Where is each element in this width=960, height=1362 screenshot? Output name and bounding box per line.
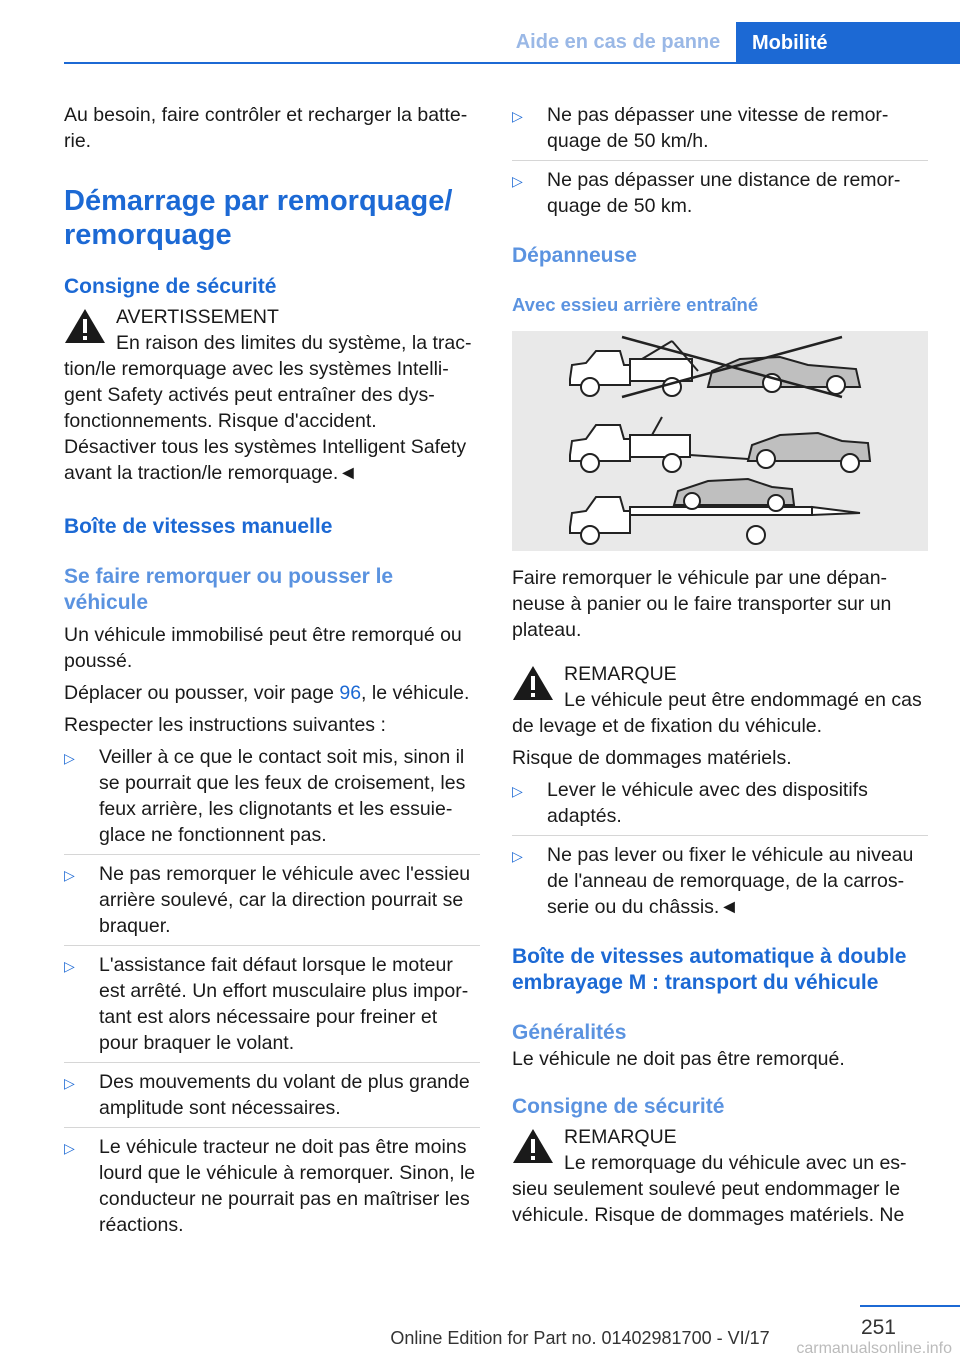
list-item: ▷ Des mouvements du volant de plus grande amplitude sont nécessaires. xyxy=(64,1062,480,1121)
auto-gearbox-heading: Boîte de vitesses automatique à double embrayage M : transport du véhicule xyxy=(512,945,907,994)
triangle-right-icon: ▷ xyxy=(64,958,75,974)
header-rule xyxy=(64,62,960,64)
list-item: ▷ L'assistance fait défaut lorsque le moteur est arrêté. Un effort musculaire plus impor-tant est alors nécessaire pour freiner et pour braquer le volant. xyxy=(64,945,480,1056)
list-item: ▷ Ne pas remorquer le véhicule avec l'essieu arrière soulevé, car la direction pourrait se braquer. xyxy=(64,854,480,939)
triangle-right-icon: ▷ xyxy=(512,783,523,799)
triangle-right-icon: ▷ xyxy=(512,173,523,189)
triangle-right-icon: ▷ xyxy=(64,867,75,883)
safety-heading-2: Consigne de sécurité xyxy=(512,1095,725,1118)
warning-label: AVERTISSEMENT xyxy=(116,306,279,328)
remarque-block-2 xyxy=(512,1124,928,1228)
triangle-right-icon: ▷ xyxy=(512,848,523,864)
remarque-label: REMARQUE xyxy=(564,663,677,685)
list-item: ▷ Ne pas dépasser une vitesse de remor-quage de 50 km/h. xyxy=(512,104,889,152)
warning-triangle-icon xyxy=(512,665,554,701)
warning-text: En raison des limites du système, la trac-tion/le remorquage avec les systèmes Intelli-gent Safety activés peut entraîner des dys-fonctionnements. Risque d'accident. xyxy=(64,332,472,432)
push-heading: Se faire remorquer ou pousser le véhicule xyxy=(64,565,394,614)
depanneuse-heading: Dépanneuse xyxy=(512,244,637,267)
generalites-text: Le véhicule ne doit pas être remorqué. xyxy=(512,1048,845,1070)
safety-heading: Consigne de sécurité xyxy=(64,275,277,298)
left-column xyxy=(64,102,480,1238)
warning-block xyxy=(64,304,480,486)
edition-footer: Online Edition for Part no. 01402981700 - VI/17 xyxy=(390,1328,770,1348)
warning-triangle-icon xyxy=(512,1128,554,1164)
triangle-right-icon: ▷ xyxy=(64,1140,75,1156)
warning-triangle-icon xyxy=(64,308,106,344)
move-pre: Déplacer ou pousser, voir page xyxy=(64,682,340,704)
remarque-text: Le véhicule peut être endommagé en cas de levage et de fixation du véhicule. xyxy=(512,689,922,737)
list-item: ▷ Le véhicule tracteur ne doit pas être moins lourd que le véhicule à remorquer. Sinon, le conducteur ne pourrait pas en maîtriser les réactions. xyxy=(64,1127,480,1238)
triangle-right-icon: ▷ xyxy=(512,108,523,124)
header-section-tab[interactable]: Aide en cas de panne xyxy=(515,31,721,53)
move-text xyxy=(64,680,480,706)
triangle-right-icon: ▷ xyxy=(64,1075,75,1091)
speed-list xyxy=(512,102,928,219)
tow-truck-image xyxy=(512,331,928,551)
triangle-right-icon: ▷ xyxy=(64,750,75,766)
lift-list xyxy=(512,777,928,920)
rear-axle-heading: Avec essieu arrière entraîné xyxy=(512,294,759,315)
list-item: ▷ Lever le véhicule avec des dispositifs adaptés. xyxy=(512,779,868,827)
page-title: Démarrage par remorquage/ remorquage xyxy=(64,185,453,251)
watermark: carmanualsonline.info xyxy=(796,1340,952,1357)
right-column xyxy=(512,102,928,1228)
manual-gearbox-heading: Boîte de vitesses manuelle xyxy=(64,515,333,538)
instruction-list xyxy=(64,744,480,1238)
page-number: 251 xyxy=(860,1316,896,1339)
towing-illustration xyxy=(512,331,928,551)
page-number-rule xyxy=(860,1305,960,1307)
list-item: ▷ Ne pas lever ou fixer le véhicule au niveau de l'anneau de remorquage, de la carros-serie ou du châssis.◄ xyxy=(512,835,928,920)
remarque-block-1 xyxy=(512,661,928,739)
risk-text: Risque de dommages matériels. xyxy=(512,747,792,769)
list-item: ▷ Ne pas dépasser une distance de remor-quage de 50 km. xyxy=(512,160,928,219)
page-link[interactable]: 96 xyxy=(339,682,362,704)
figure-text: Faire remorquer le véhicule par une dépan-neuse à panier ou le faire transporter sur un plateau. xyxy=(512,567,892,641)
remarque-text: Le remorquage du véhicule avec un es-sieu seulement soulevé peut endommager le véhicule. Risque de dommages matériels. Ne xyxy=(512,1152,907,1226)
header-active-tab[interactable]: Mobilité xyxy=(736,22,960,64)
respect-text: Respecter les instructions suivantes : xyxy=(64,714,386,736)
move-post: , le véhicule. xyxy=(361,682,470,704)
push-text: Un véhicule immobilisé peut être remorqué ou poussé. xyxy=(64,624,462,672)
list-item: ▷ Veiller à ce que le contact soit mis, sinon il se pourrait que les feux de croisement, les feux arrière, les clignotants et les essuie-glace ne fonctionnent pas. xyxy=(64,746,466,846)
warning-action: Désactiver tous les systèmes Intelligent Safety avant la traction/le remorquage.◄ xyxy=(64,436,467,484)
intro-text: Au besoin, faire contrôler et recharger la batte-rie. xyxy=(64,104,468,152)
generalites-heading: Généralités xyxy=(512,1021,627,1044)
remarque-label: REMARQUE xyxy=(564,1126,677,1148)
